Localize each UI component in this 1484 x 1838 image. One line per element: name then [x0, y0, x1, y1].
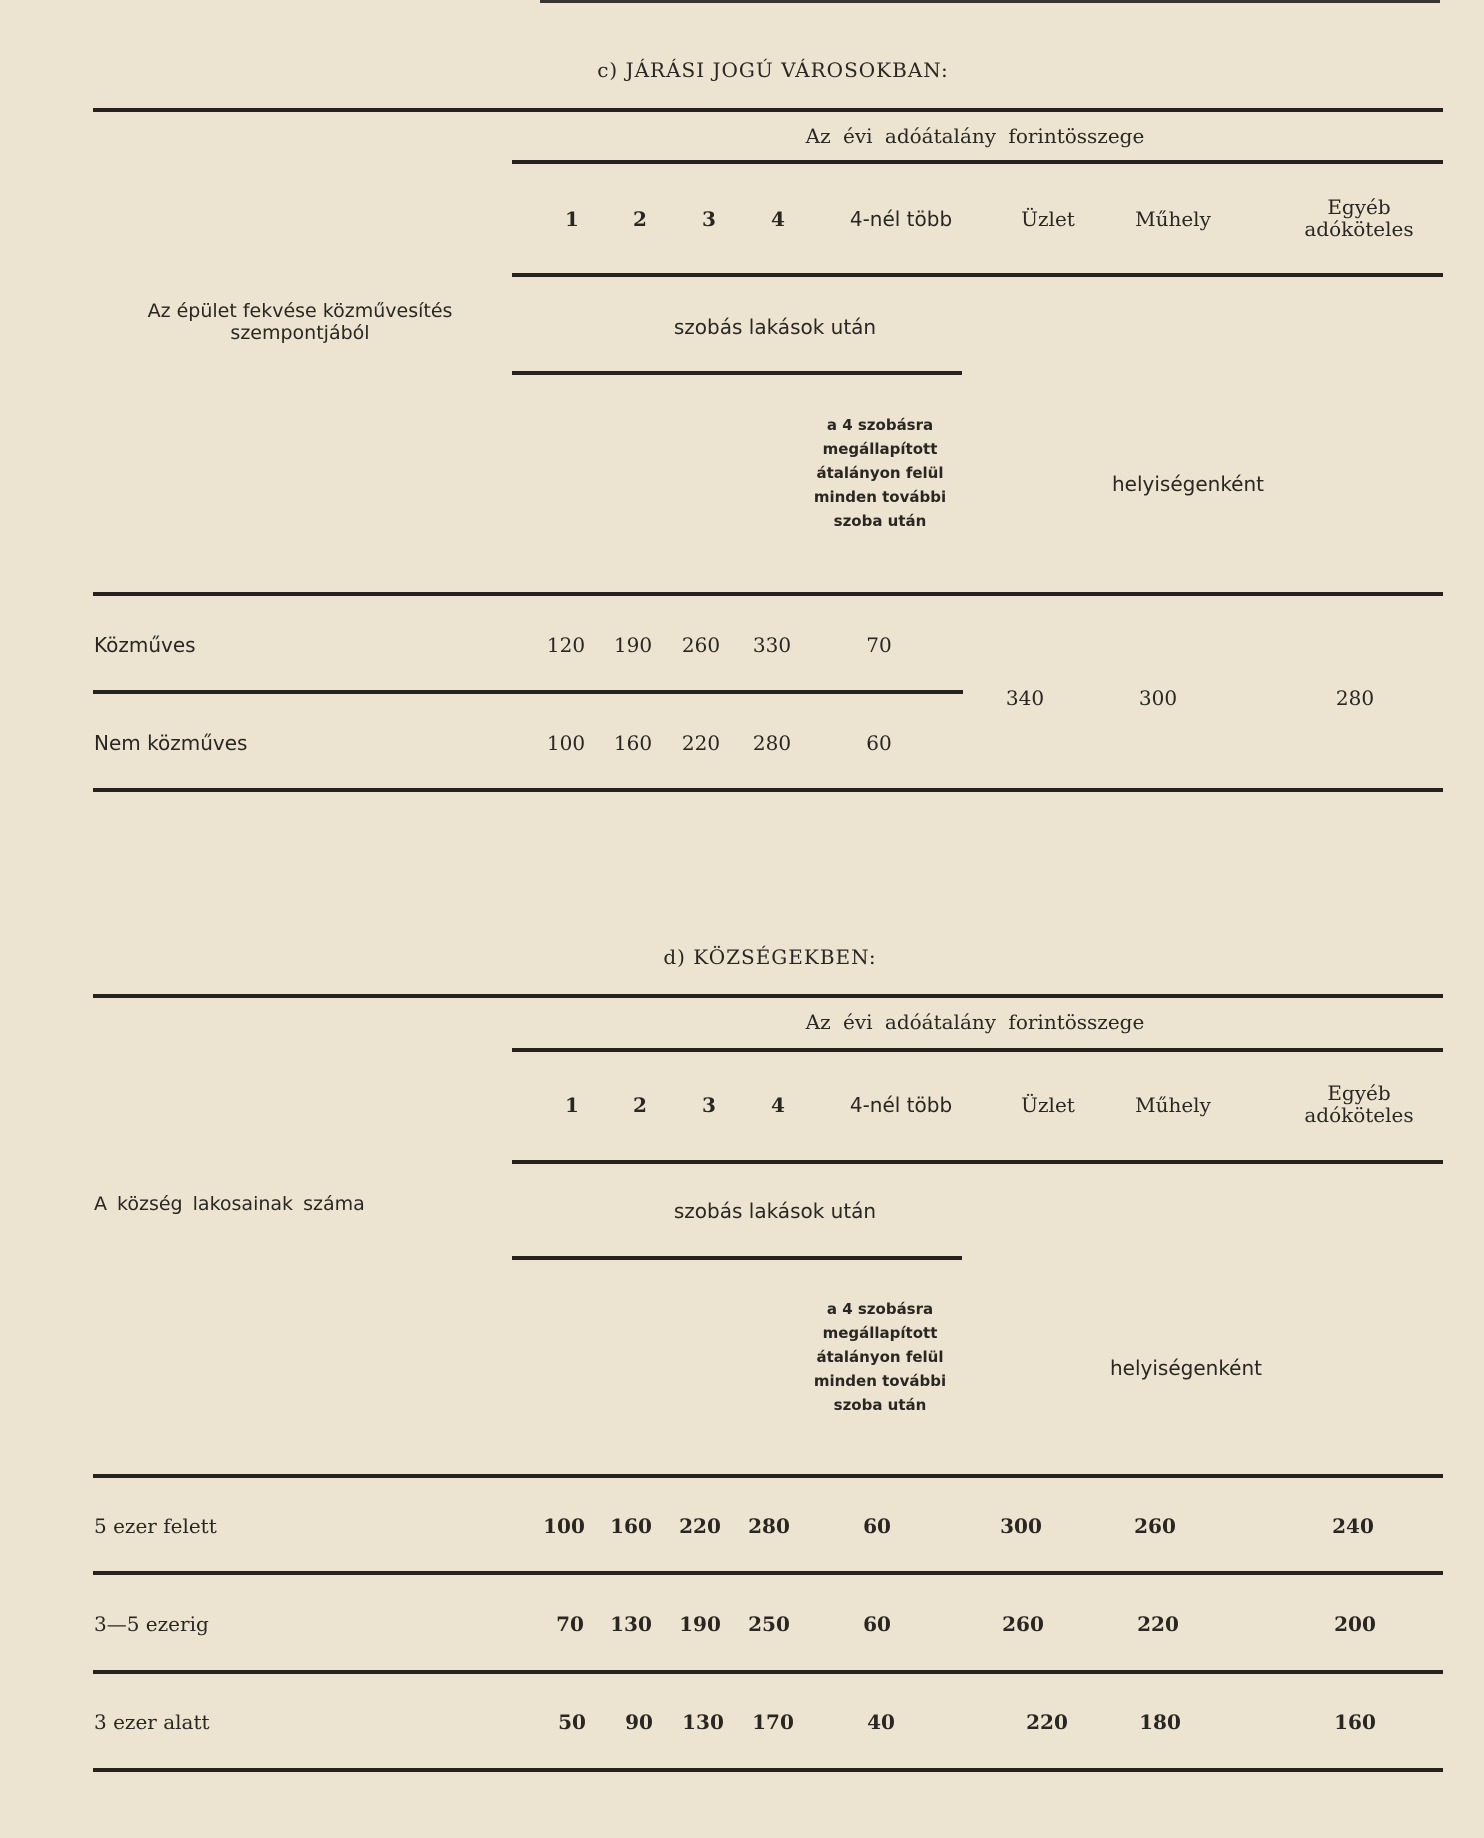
col-header-2: 2 [633, 1093, 647, 1117]
rule [512, 1048, 1443, 1052]
col-header-more: 4-nél több [849, 1093, 953, 1117]
rule [512, 371, 962, 375]
section-d-title: d) KÖZSÉGEKBEN: [663, 945, 877, 969]
rule [93, 1474, 1443, 1478]
cell: 260 [1002, 1612, 1044, 1636]
cell-workshop: 300 [1138, 686, 1178, 710]
section-d-per-room: helyiségenként [1109, 1356, 1263, 1380]
cell: 100 [546, 731, 586, 755]
rule [512, 1160, 1443, 1164]
col-header-more: 4-nél több [849, 207, 953, 231]
cell: 220 [1026, 1710, 1068, 1734]
top-border [540, 0, 1440, 3]
col-header-other: Egyéb adóköteles [1304, 195, 1414, 241]
cell: 160 [613, 731, 653, 755]
col-header-2: 2 [633, 207, 647, 231]
cell-other: 280 [1335, 686, 1375, 710]
rule [93, 788, 1443, 792]
cell: 280 [748, 1514, 790, 1538]
cell: 160 [610, 1514, 652, 1538]
cell: 60 [866, 731, 892, 755]
cell: 120 [546, 633, 586, 657]
cell: 130 [682, 1710, 724, 1734]
section-d-sub-header: szobás lakások után [673, 1199, 877, 1223]
col-header-4: 4 [771, 1093, 785, 1117]
col-header-shop: Üzlet [1021, 207, 1075, 231]
section-d-super-header: Az évi adóátalány forintösszege [805, 1010, 1145, 1034]
section-c-row-header: Az épület fekvése közművesítés szempontjából [147, 300, 453, 344]
section-c-super-header: Az évi adóátalány forintösszege [805, 124, 1145, 148]
col-header-other: Egyéb adóköteles [1304, 1081, 1414, 1127]
col-header-1: 1 [565, 207, 579, 231]
cell: 330 [752, 633, 792, 657]
section-c-title: c) JÁRÁSI JOGÚ VÁROSOKBAN: [597, 58, 949, 82]
section-d-row-header: A község lakosainak száma [94, 1193, 365, 1215]
cell: 190 [679, 1612, 721, 1636]
rule [512, 160, 1443, 164]
col-header-workshop: Műhely [1135, 1093, 1211, 1117]
section-d-note: a 4 szobásra megállapított átalányon felül minden további szoba után [813, 1300, 947, 1414]
cell: 260 [681, 633, 721, 657]
rule [512, 1256, 962, 1260]
cell: 220 [1137, 1612, 1179, 1636]
row-label: 5 ezer felett [94, 1514, 217, 1538]
cell: 90 [625, 1710, 653, 1734]
cell: 40 [867, 1710, 895, 1734]
col-header-workshop: Műhely [1135, 207, 1211, 231]
row-label: Nem közműves [94, 731, 248, 755]
cell: 60 [863, 1514, 891, 1538]
cell: 240 [1332, 1514, 1374, 1538]
col-header-shop: Üzlet [1021, 1093, 1075, 1117]
section-c-note: a 4 szobásra megállapított átalányon felül minden további szoba után [813, 416, 947, 530]
cell: 280 [752, 731, 792, 755]
rule [93, 108, 1443, 112]
rule [93, 690, 963, 694]
cell: 260 [1134, 1514, 1176, 1538]
row-label: 3 ezer alatt [94, 1710, 210, 1734]
col-header-3: 3 [702, 1093, 716, 1117]
section-c-per-room: helyiségenként [1111, 472, 1265, 496]
col-header-3: 3 [702, 207, 716, 231]
section-c-sub-header: szobás lakások után [673, 315, 877, 339]
cell: 190 [613, 633, 653, 657]
row-label: 3—5 ezerig [94, 1612, 209, 1636]
rule [93, 1670, 1443, 1674]
cell: 160 [1334, 1710, 1376, 1734]
cell: 200 [1334, 1612, 1376, 1636]
rule [93, 1768, 1443, 1772]
cell: 170 [752, 1710, 794, 1734]
cell: 180 [1139, 1710, 1181, 1734]
cell: 130 [610, 1612, 652, 1636]
cell: 220 [681, 731, 721, 755]
rule [93, 592, 1443, 596]
cell: 70 [866, 633, 892, 657]
cell: 70 [556, 1612, 584, 1636]
cell-shop: 340 [1005, 686, 1045, 710]
row-label: Közműves [94, 633, 196, 657]
rule [512, 273, 1443, 277]
cell: 50 [558, 1710, 586, 1734]
col-header-1: 1 [565, 1093, 579, 1117]
cell: 220 [679, 1514, 721, 1538]
rule [93, 1571, 1443, 1575]
col-header-4: 4 [771, 207, 785, 231]
cell: 100 [543, 1514, 585, 1538]
cell: 250 [748, 1612, 790, 1636]
cell: 300 [1000, 1514, 1042, 1538]
cell: 60 [863, 1612, 891, 1636]
rule [93, 994, 1443, 998]
